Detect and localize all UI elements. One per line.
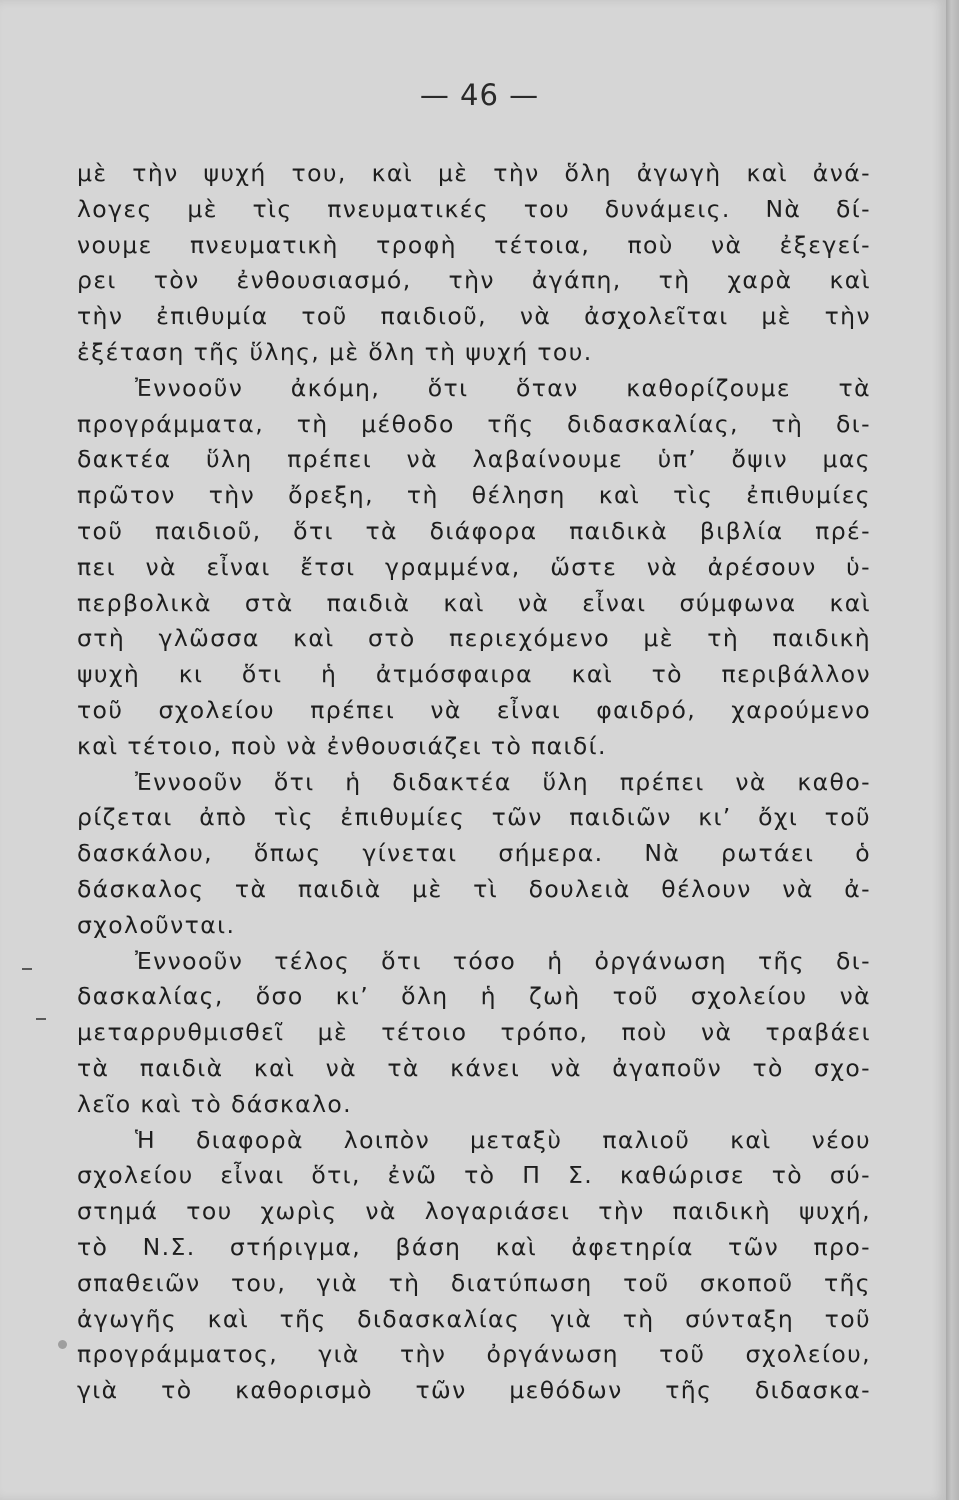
text-line: γιὰ τὸ καθορισμὸ τῶν μεθόδων τῆς διδασκα- <box>77 1376 871 1405</box>
text-line: πει νὰ εἶναι ἔτσι γραμμένα, ὥστε νὰ ἀρέσουν ὑ- <box>77 552 871 581</box>
text-line: μεταρρυθμισθεῖ μὲ τέτοιο τρόπο, ποὺ νὰ τραβάει <box>77 1018 871 1047</box>
text-line: ἀγωγῆς καὶ τῆς διδασκαλίας γιὰ τὴ σύνταξη τοῦ <box>77 1304 871 1333</box>
text-line: τὴν ἐπιθυμία τοῦ παιδιοῦ, νὰ ἀσχολεῖται μὲ τὴν <box>77 302 871 331</box>
text-line: τὰ παιδιὰ καὶ νὰ τὰ κάνει νὰ ἀγαποῦν τὸ σχο- <box>77 1053 871 1082</box>
text-line: πρῶτον τὴν ὄρεξη, τὴ θέληση καὶ τὶς ἐπιθυμίες <box>77 481 871 510</box>
text-line: λεῖο καὶ τὸ δάσκαλο. <box>77 1089 353 1118</box>
ink-smudge <box>58 1340 67 1349</box>
page-number: — 46 — <box>419 78 540 112</box>
text-line: ρίζεται ἀπὸ τὶς ἐπιθυμίες τῶν παιδιῶν κι’ ὄχι τοῦ <box>77 803 871 832</box>
text-line: ψυχὴ κι ὅτι ἡ ἀτμόσφαιρα καὶ τὸ περιβάλλον <box>77 660 871 689</box>
text-line: τοῦ σχολείου πρέπει νὰ εἶναι φαιδρό, χαρούμενο <box>77 695 871 724</box>
text-line: περβολικὰ στὰ παιδιὰ καὶ νὰ εἶναι σύμφωνα καὶ <box>77 588 871 617</box>
text-line: νουμε πνευματικὴ τροφὴ τέτοια, ποὺ νὰ ἐξεγεί- <box>77 230 871 259</box>
text-line: δασκαλίας, ὅσο κι’ ὅλη ἡ ζωὴ τοῦ σχολείου νὰ <box>77 982 871 1011</box>
text-line: τὸ Ν.Σ. στήριγμα, βάση καὶ ἀφετηρία τῶν προ- <box>77 1232 871 1261</box>
text-line: τοῦ παιδιοῦ, ὅτι τὰ διάφορα παιδικὰ βιβλία πρέ- <box>77 516 871 545</box>
text-line: σπαθειῶν του, γιὰ τὴ διατύπωση τοῦ σκοποῦ τῆς <box>77 1268 871 1297</box>
text-line: ἐξέταση τῆς ὕλης, μὲ ὅλη τὴ ψυχή του. <box>77 337 593 366</box>
text-line: καὶ τέτοιο, ποὺ νὰ ἐνθουσιάζει τὸ παιδί. <box>77 731 607 760</box>
text-line: προγράμματος, γιὰ τὴν ὀργάνωση τοῦ σχολείου, <box>77 1340 871 1369</box>
text-line: στὴ γλῶσσα καὶ στὸ περιεχόμενο μὲ τὴ παιδικὴ <box>77 624 871 653</box>
text-line: δακτέα ὕλη πρέπει νὰ λαβαίνουμε ὑπ’ ὄψιν μας <box>77 445 871 474</box>
text-line: Ἡ διαφορὰ λοιπὸν μεταξὺ παλιοῦ καὶ νέου <box>135 1125 871 1154</box>
text-line: δασκάλου, ὅπως γίνεται σήμερα. Νὰ ρωτάει ὁ <box>77 839 871 868</box>
text-line: σχολείου εἶναι ὅτι, ἐνῶ τὸ Π Σ. καθώρισε τὸ σύ- <box>77 1161 871 1190</box>
text-line: Ἐννοοῦν τέλος ὅτι τόσο ἡ ὀργάνωση τῆς δι- <box>135 946 871 975</box>
page-edge <box>946 0 959 1500</box>
text-line: προγράμματα, τὴ μέθοδο τῆς διδασκαλίας, τὴ δι- <box>77 409 871 438</box>
text-line: Ἐννοοῦν ὅτι ἡ διδακτέα ὕλη πρέπει νὰ καθο- <box>135 767 871 796</box>
body-text <box>77 156 871 1409</box>
text-line: δάσκαλος τὰ παιδιὰ μὲ τὶ δουλειὰ θέλουν νὰ ἀ- <box>77 874 871 903</box>
text-line: στημά του χωρὶς νὰ λογαριάσει τὴν παιδικὴ ψυχή, <box>77 1197 871 1226</box>
text-line: μὲ τὴν ψυχή του, καὶ μὲ τὴν ὅλη ἀγωγὴ καὶ ἀνά- <box>77 159 871 187</box>
margin-mark <box>36 1018 46 1020</box>
text-line: ρει τὸν ἐνθουσιασμό, τὴν ἀγάπη, τὴ χαρὰ καὶ <box>77 266 871 295</box>
text-line: λογες μὲ τὶς πνευματικές του δυνάμεις. Νὰ δί- <box>77 194 871 223</box>
margin-mark <box>22 968 32 970</box>
text-line: Ἐννοοῦν ἀκόμη, ὅτι ὅταν καθορίζουμε τὰ <box>135 373 871 402</box>
text-line: σχολοῦνται. <box>77 910 236 939</box>
